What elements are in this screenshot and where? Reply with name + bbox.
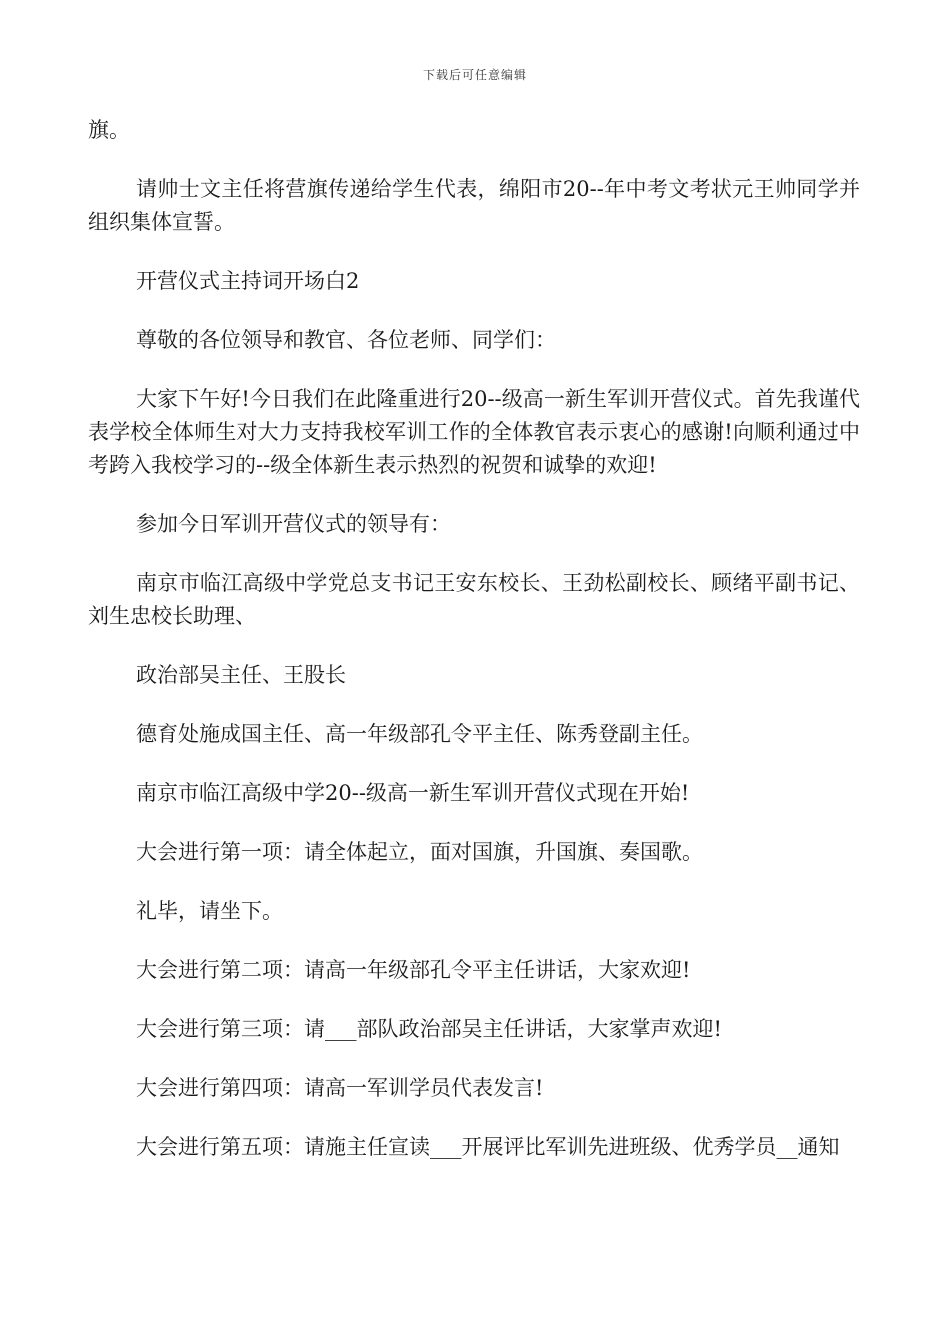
paragraph-leaders-intro: 参加今日军训开营仪式的领导有： <box>136 512 451 536</box>
paragraph-item-3: 大会进行第三项：请___部队政治部吴主任讲话，大家掌声欢迎! <box>136 1017 722 1041</box>
paragraph-2: 请帅士文主任将营旗传递给学生代表，绵阳市20--年中考文考状元王帅同学并组织集体宣誓。 <box>88 177 860 234</box>
paragraph-item-5: 大会进行第五项：请施主任宣读___开展评比军训先进班级、优秀学员__通知 <box>136 1135 840 1159</box>
paragraph-item-1: 大会进行第一项：请全体起立，面对国旗，升国旗、奏国歌。 <box>136 840 703 864</box>
page-header: 下载后可任意编辑 <box>422 68 527 82</box>
paragraph-opening: 大家下午好!今日我们在此隆重进行20--级高一新生军训开营仪式。首先我谨代表学校全体师生对大力支持我校军训工作的全体教官表示衷心的感谢!向顺利通过中考跨入我校学习的--级全体新生表示热烈的祝贺和诚挚的欢迎! <box>88 387 860 477</box>
paragraph-start: 南京市临江高级中学20--级高一新生军训开营仪式现在开始! <box>136 781 690 805</box>
paragraph-leaders-school: 南京市临江高级中学党总支书记王安东校长、王劲松副校长、顾绪平副书记、刘生忠校长助理、 <box>88 571 860 628</box>
paragraph-1: 旗。 <box>88 118 130 142</box>
paragraph-leaders-dept: 德育处施成国主任、高一年级部孔令平主任、陈秀登副主任。 <box>136 722 703 746</box>
paragraph-salutation: 尊敬的各位领导和教官、各位老师、同学们： <box>136 328 556 352</box>
section-heading: 开营仪式主持词开场白2 <box>136 269 360 293</box>
document-body <box>88 114 860 1190</box>
paragraph-item-2: 大会进行第二项：请高一年级部孔令平主任讲话，大家欢迎! <box>136 958 691 982</box>
paragraph-leaders-army: 政治部吴主任、王股长 <box>136 663 346 687</box>
paragraph-sit-down: 礼毕，请坐下。 <box>136 899 283 923</box>
paragraph-item-4: 大会进行第四项：请高一军训学员代表发言! <box>136 1076 544 1100</box>
